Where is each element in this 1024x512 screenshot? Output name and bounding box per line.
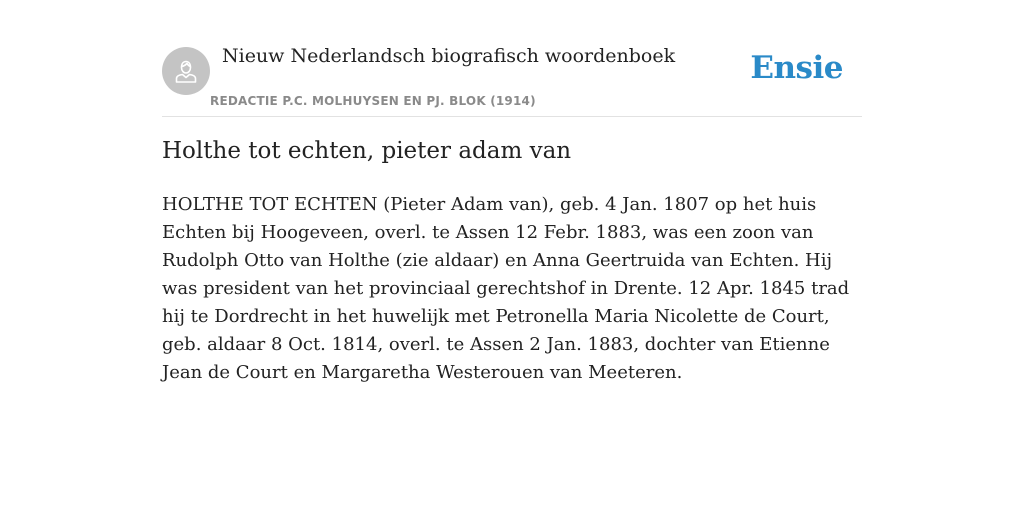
- entry-title: Holthe tot echten, pieter adam van: [162, 138, 572, 164]
- book-editors: REDACTIE P.C. MOLHUYSEN EN PJ. BLOK (1914): [210, 94, 536, 108]
- entry-body: HOLTHE TOT ECHTEN (Pieter Adam van), geb. 4 Jan. 1807 op het huis Echten bij Hoogeveen, overl. te Assen 12 Febr. 1883, was een zoon van Rudolph Otto van Holthe (zie aldaar) en Anna Geertruida van Echten. Hij was president van het provinciaal gerechtshof in Drente. 12 Apr. 1845 trad hij te Dordrecht in het huwelijk met Petronella Maria Nicolette de Court, geb. aldaar 8 Oct. 1814, overl. te Assen 2 Jan. 1883, dochter van Etienne Jean de Court en Margaretha Westerouen van Meeteren.: [162, 194, 850, 383]
- book-title[interactable]: Nieuw Nederlandsch biografisch woordenboek: [222, 45, 676, 67]
- user-icon: [172, 57, 200, 85]
- ensie-logo[interactable]: Ensie: [750, 50, 843, 86]
- source-avatar[interactable]: [162, 47, 210, 95]
- source-header: [162, 40, 862, 117]
